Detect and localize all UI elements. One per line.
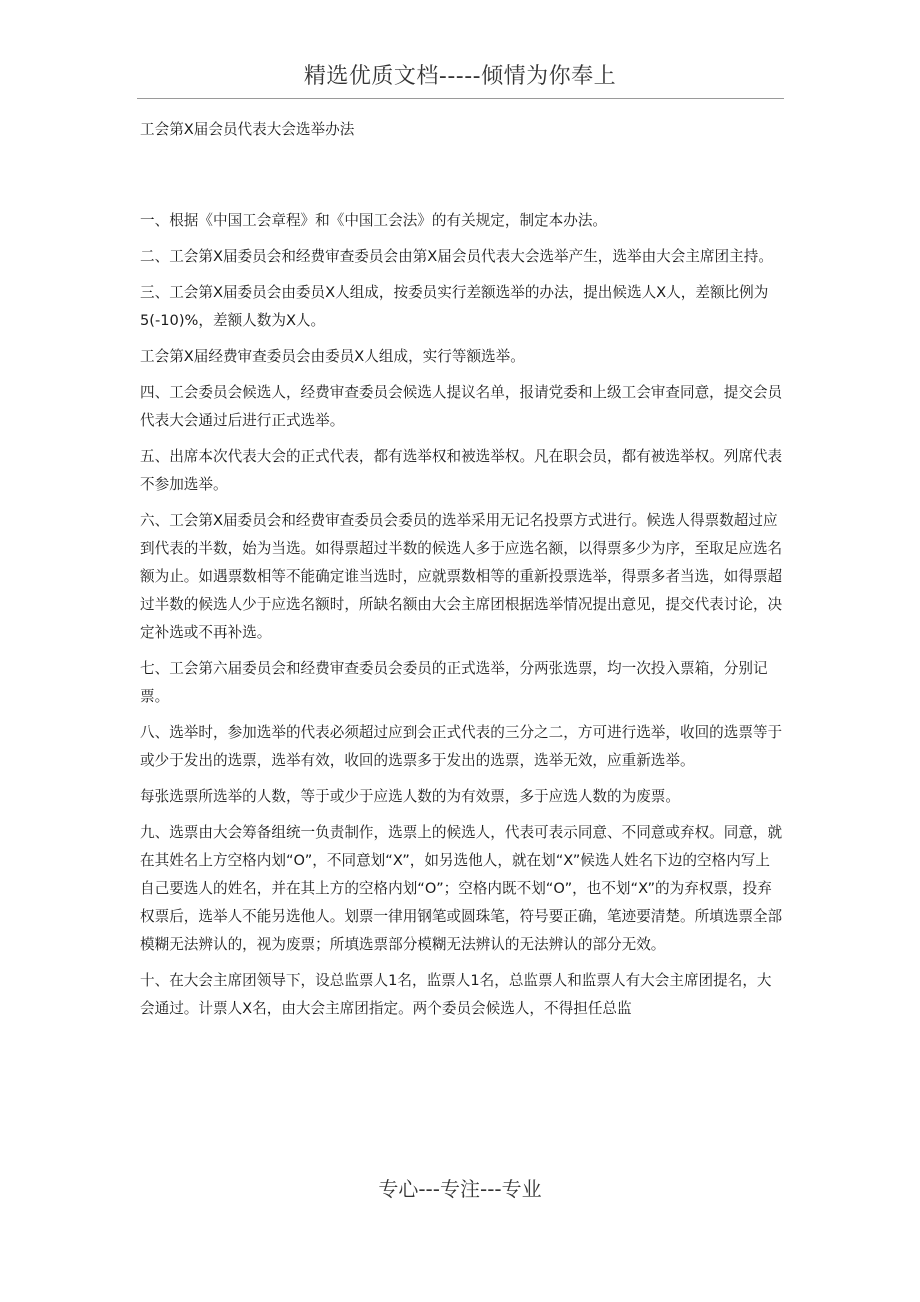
page-header-title: 精选优质文档-----倾情为你奉上 bbox=[303, 64, 617, 89]
document-body bbox=[140, 116, 784, 1031]
paragraph-7: 六、工会第X届委员会和经费审查委员会委员的选举采用无记名投票方式进行。候选人得票数超过应到代表的半数，始为当选。如得票超过半数的候选人多于应选名额，以得票多少为序，至取足应选名额为止。如遇票数相等不能确定谁当选时，应就票数相等的重新投票选举，得票多者当选，如得票超过半数的候选人少于应选名额时，所缺名额由大会主席团根据选举情况提出意见，提交代表讨论，决定补选或不再补选。 bbox=[140, 512, 783, 641]
paragraph-2: 二、工会第X届委员会和经费审查委员会由第X届会员代表大会选举产生，选举由大会主席团主持。 bbox=[140, 248, 773, 265]
paragraph-3: 三、工会第X届委员会由委员X人组成，按委员实行差额选举的办法，提出候选人X人，差额比例为5(-10)%，差额人数为X人。 bbox=[140, 284, 769, 329]
page-footer-slogan: 专心---专注---专业 bbox=[378, 1177, 542, 1201]
paragraph-4: 工会第X届经费审查委员会由委员X人组成，实行等额选举。 bbox=[140, 348, 525, 365]
paragraph-5: 四、工会委员会候选人，经费审查委员会候选人提议名单，报请党委和上级工会审查同意，提交会员代表大会通过后进行正式选举。 bbox=[140, 384, 783, 429]
paragraph-6: 五、出席本次代表大会的正式代表，都有选举权和被选举权。凡在职会员，都有被选举权。列席代表不参加选举。 bbox=[140, 448, 783, 493]
paragraph-11: 九、选票由大会筹备组统一负责制作，选票上的候选人，代表可表示同意、不同意或弃权。同意，就在其姓名上方空格内划“O”，不同意划“X”，如另选他人，就在划“X”候选人姓名下边的空格内写上自己要选人的姓名，并在其上方的空格内划“O”；空格内既不划“O”，也不划“X”的为弃权票，投弃权票后，选举人不能另选他人。划票一律用钢笔或圆珠笔，符号要正确，笔迹要清楚。所填选票全部模糊无法辨认的，视为废票；所填选票部分模糊无法辨认的无法辨认的部分无效。 bbox=[140, 824, 783, 953]
paragraph-1: 一、根据《中国工会章程》和《中国工会法》的有关规定，制定本办法。 bbox=[140, 212, 608, 229]
paragraph-8: 七、工会第六届委员会和经费审查委员会委员的正式选举，分两张选票，均一次投入票箱，分别记票。 bbox=[140, 660, 768, 705]
header-divider bbox=[137, 98, 784, 99]
document-title: 工会第X届会员代表大会选举办法 bbox=[140, 121, 355, 138]
paragraph-9: 八、选举时，参加选举的代表必须超过应到会正式代表的三分之二，方可进行选举，收回的选票等于或少于发出的选票，选举有效，收回的选票多于发出的选票，选举无效，应重新选举。 bbox=[140, 724, 783, 769]
paragraph-10: 每张选票所选举的人数，等于或少于应选人数的为有效票，多于应选人数的为废票。 bbox=[140, 788, 680, 805]
paragraph-12: 十、在大会主席团领导下，设总监票人1名，监票人1名，总监票人和监票人有大会主席团提名，大会通过。计票人X名，由大会主席团指定。两个委员会候选人，不得担任总监 bbox=[140, 972, 772, 1017]
